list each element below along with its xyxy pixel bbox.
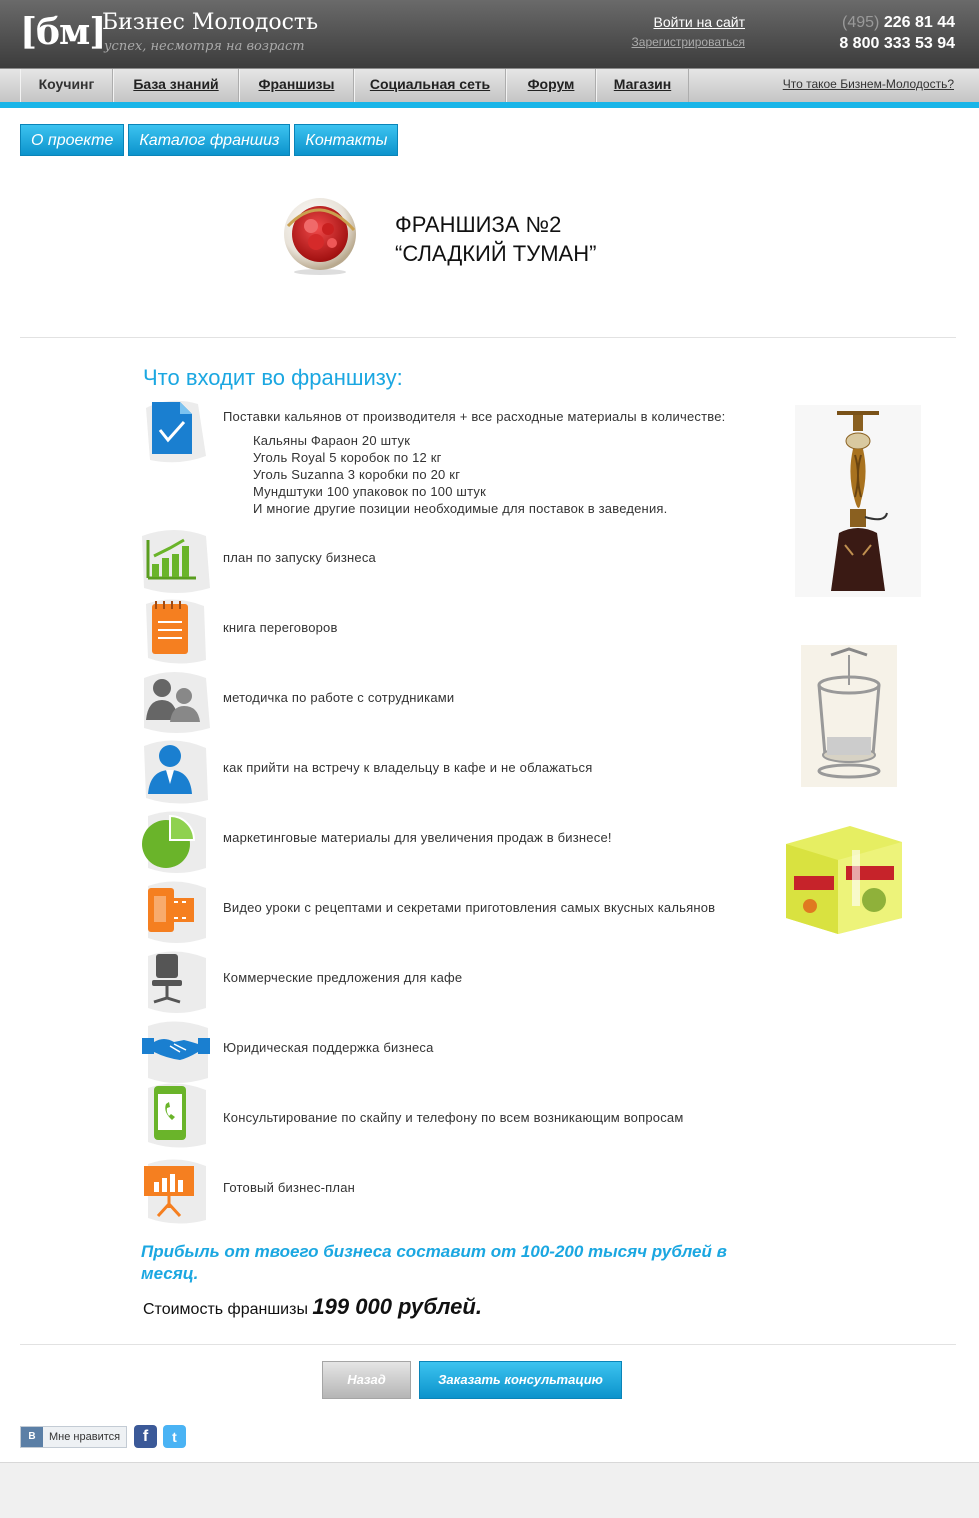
supply-item: Мундштуки 100 упаковок по 100 штук: [253, 484, 486, 499]
film-icon: [140, 878, 212, 944]
charcoal-basket-image: [801, 645, 897, 787]
vk-like-label: Мне нравится: [49, 1431, 121, 1443]
supply-item: Уголь Suzanna 3 коробки по 20 кг: [253, 467, 461, 482]
franchise-emblem-icon: [280, 196, 360, 276]
price-suffix: .: [475, 1294, 482, 1319]
tab-franchise-catalog[interactable]: Каталог франшиз: [128, 124, 290, 156]
franchise-number: ФРАНШИЗА №2: [395, 212, 562, 237]
supply-item: Уголь Royal 5 коробок по 12 кг: [253, 450, 442, 465]
phone-number: 226 81 44: [883, 14, 955, 31]
price-label: Стоимость франшизы: [143, 1301, 308, 1318]
supplies-list: [253, 432, 667, 517]
franchise-title: [395, 210, 596, 268]
logo-title[interactable]: Бизнес Молодость: [102, 10, 319, 35]
pie-chart-icon: [140, 808, 212, 874]
document-check-icon: [140, 398, 212, 464]
main-nav: [0, 68, 979, 102]
item-text-negotiation-book: книга переговоров: [223, 620, 338, 635]
vk-like-button[interactable]: [20, 1426, 127, 1448]
item-text-supplies: Поставки кальянов от производителя + все расходные материалы в количестве:: [223, 409, 726, 424]
logo-subtitle: успех, несмотря на возраст: [104, 39, 305, 54]
login-link[interactable]: Войти на сайт: [653, 14, 745, 30]
item-text-commercial-offers: Коммерческие предложения для кафе: [223, 970, 463, 985]
nav-item-coaching[interactable]: Коучинг: [20, 69, 113, 102]
nav-item-social-network[interactable]: Социальная сеть: [354, 69, 506, 102]
logo-mark[interactable]: [бм]: [20, 11, 106, 53]
divider-top: [20, 337, 956, 338]
site-header: [0, 0, 979, 68]
tab-about-project[interactable]: О проекте: [20, 124, 124, 156]
presentation-board-icon: [140, 1158, 212, 1224]
item-text-staff-manual: методичка по работе с сотрудниками: [223, 690, 455, 705]
item-text-owner-meeting: как прийти на встречу к владельцу в кафе и не облажаться: [223, 760, 593, 775]
franchise-price: [143, 1294, 482, 1320]
item-text-launch-plan: план по запуску бизнеса: [223, 550, 376, 565]
nav-item-shop[interactable]: Магазин: [596, 69, 689, 102]
back-button[interactable]: Назад: [322, 1361, 411, 1399]
phone-toll-free: 8 800 333 53 94: [839, 35, 955, 52]
about-link[interactable]: Что такое Бизнем-Молодость?: [782, 77, 954, 91]
subtabs: [20, 124, 398, 156]
footer: [0, 1462, 979, 1518]
item-text-business-plan: Готовый бизнес-план: [223, 1180, 356, 1195]
smartphone-icon: [140, 1082, 212, 1148]
franchise-name: “СЛАДКИЙ ТУМАН”: [395, 241, 597, 266]
section-title: Что входит во франшизу:: [143, 365, 403, 390]
item-text-consulting: Консультирование по скайпу и телефону по всем возникающим вопросам: [223, 1110, 684, 1125]
divider-bottom: [20, 1344, 956, 1345]
tab-contacts[interactable]: Контакты: [294, 124, 398, 156]
phone-moscow: [842, 14, 955, 32]
nav-item-franchises[interactable]: Франшизы: [239, 69, 354, 102]
price-value: 199 000 рублей: [312, 1294, 476, 1319]
notepad-icon: [140, 598, 212, 664]
order-consultation-button[interactable]: Заказать консультацию: [419, 1361, 622, 1399]
tobacco-box-image: [780, 822, 908, 938]
register-link[interactable]: Зарегистрироваться: [631, 35, 745, 49]
facebook-icon[interactable]: f: [134, 1425, 157, 1448]
profit-statement: Прибыль от твоего бизнеса составит от 100-200 тысяч рублей в месяц.: [141, 1242, 727, 1283]
supply-item: И многие другие позиции необходимые для поставок в заведения.: [253, 501, 668, 516]
nav-item-forum[interactable]: Форум: [506, 69, 596, 102]
supply-item: Кальяны Фараон 20 штук: [253, 433, 411, 448]
office-chair-icon: [140, 948, 212, 1014]
item-text-legal-support: Юридическая поддержка бизнеса: [223, 1040, 434, 1055]
handshake-icon: [140, 1018, 212, 1084]
item-text-video-lessons: Видео уроки с рецептами и секретами приготовления самых вкусных кальянов: [223, 900, 716, 915]
vk-icon: В: [21, 1427, 43, 1447]
people-icon: [140, 668, 212, 734]
businessman-icon: [140, 738, 212, 804]
phone-code: (495): [842, 14, 880, 31]
growth-chart-icon: [140, 528, 212, 594]
hookah-image: [795, 405, 921, 597]
twitter-icon[interactable]: t: [163, 1425, 186, 1448]
nav-item-knowledge-base[interactable]: База знаний: [113, 69, 239, 102]
nav-accent-bar: [0, 102, 979, 108]
item-text-marketing: маркетинговые материалы для увеличения продаж в бизнесе!: [223, 830, 612, 845]
